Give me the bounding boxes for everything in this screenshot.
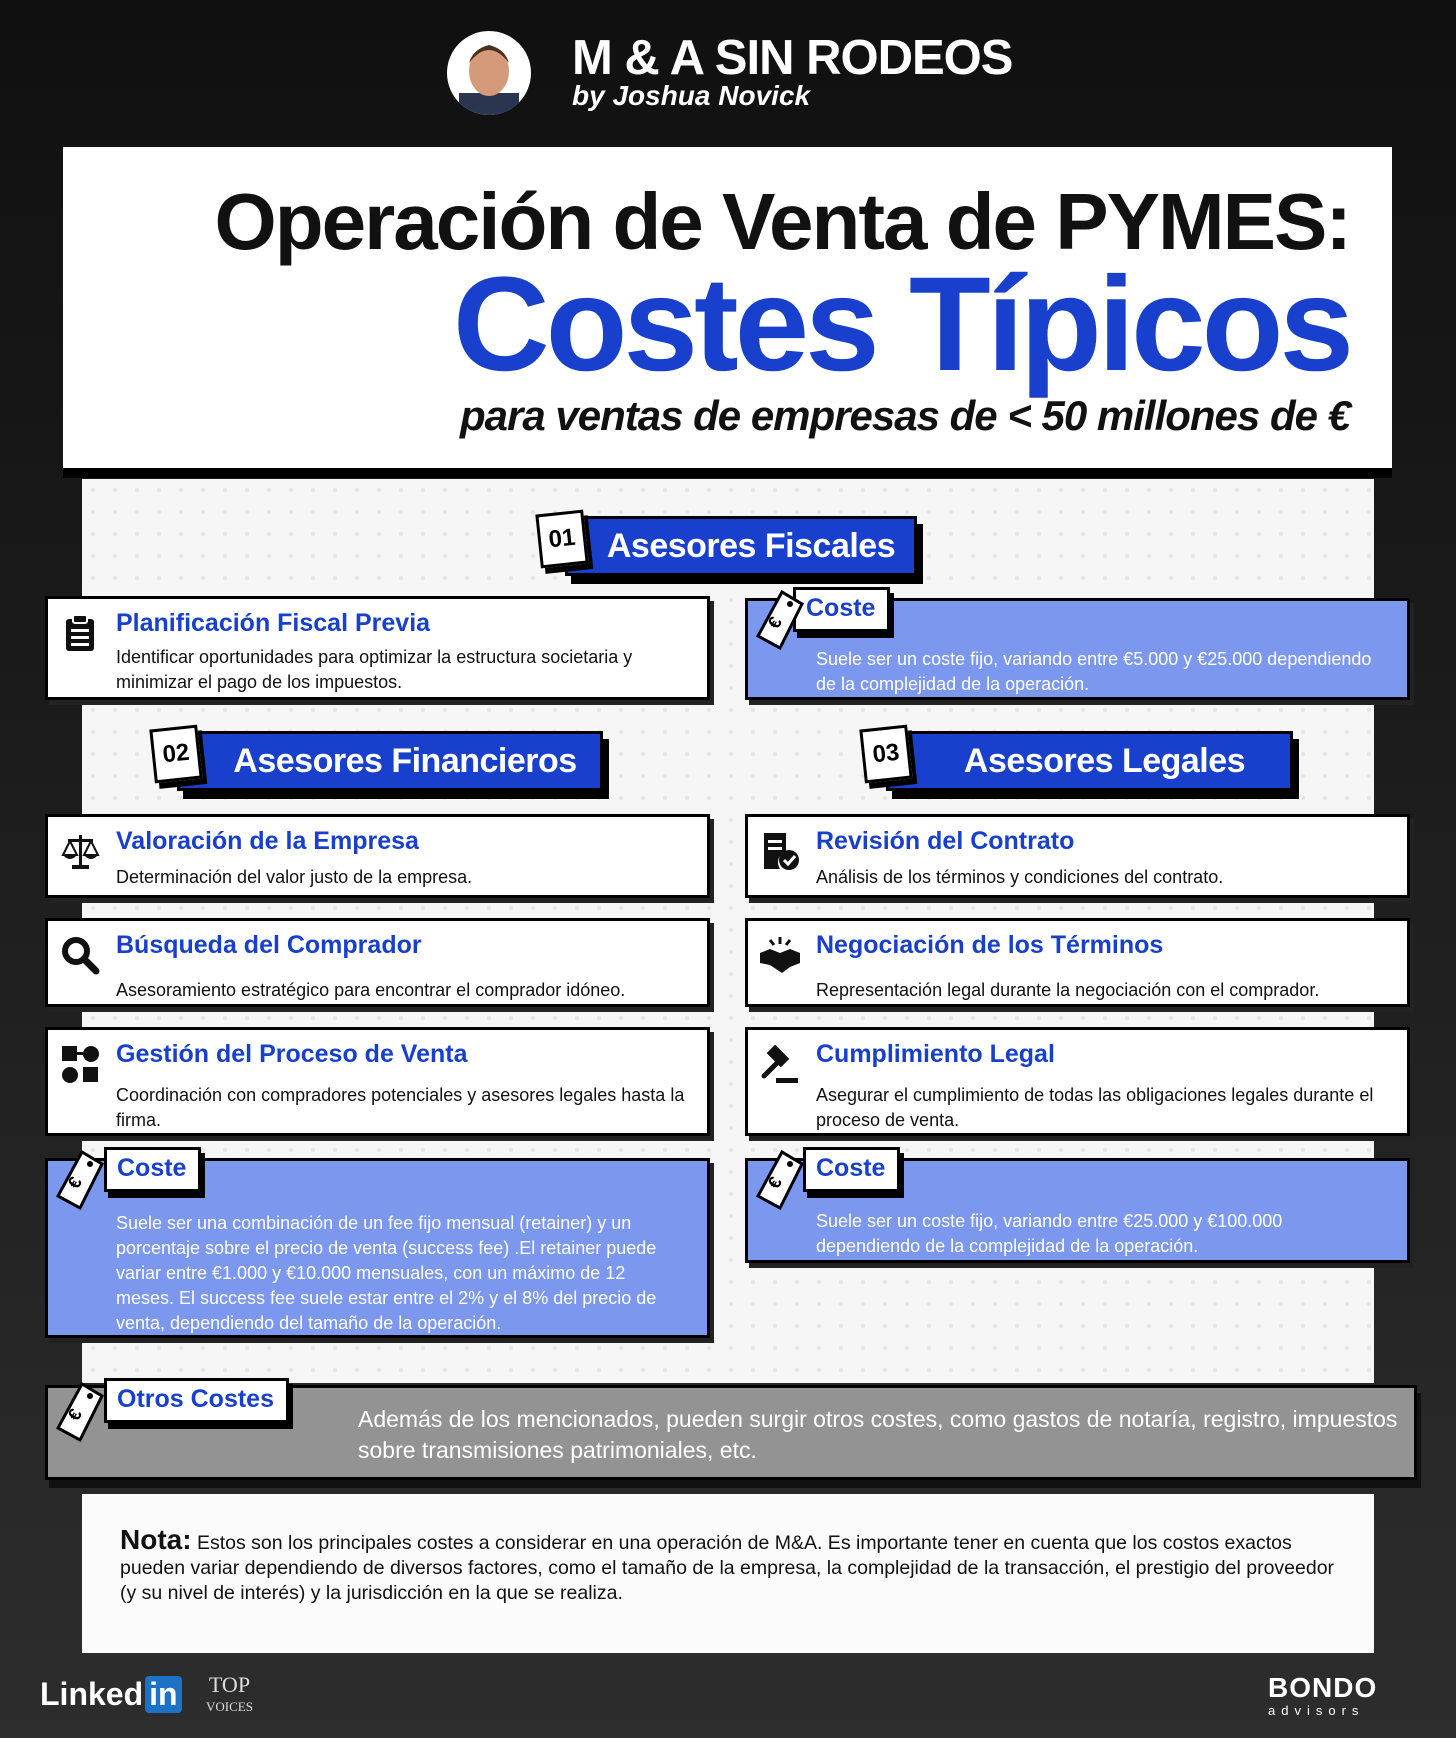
brand-byline: by Joshua Novick (572, 80, 811, 111)
note (120, 1524, 1340, 1606)
svg-text:€: € (763, 613, 786, 632)
section-number: 02 (149, 725, 202, 784)
section-header-legales (886, 731, 1293, 791)
card-title: Cumplimiento Legal (816, 1040, 1055, 1068)
shapes-icon (60, 1044, 100, 1084)
card-description: Determinación del valor justo de la empresa. (116, 867, 473, 887)
bondo-text: BONDO (1268, 1672, 1378, 1703)
card-busqueda-comprador (45, 918, 710, 1007)
section-label: Asesores Financieros (233, 741, 577, 780)
note-label: Nota: (120, 1524, 192, 1555)
card-description: Coordinación con compradores potenciales y asesores legales hasta la firma. (116, 1085, 685, 1130)
otros-tab: Otros Costes (104, 1378, 289, 1423)
handshake-icon (760, 935, 800, 975)
page-title: Operación de Venta de PYMES: (214, 177, 1350, 266)
card-description: Análisis de los términos y condiciones del contrato. (816, 867, 1224, 887)
card-description: Asesoramiento estratégico para encontrar el comprador idóneo. (116, 980, 626, 1000)
bondo-logo (1268, 1674, 1377, 1717)
svg-text:€: € (63, 1405, 86, 1424)
card-negociacion (745, 918, 1410, 1007)
card-planificacion-fiscal (45, 596, 710, 700)
card-description: Identificar oportunidades para optimizar la estructura societaria y minimizar el pago de los impuestos. (116, 647, 633, 692)
cost-tab: Coste (803, 1147, 900, 1192)
avatar (447, 31, 531, 115)
otros-description: Además de los mencionados, pueden surgir otros costes, como gastos de notaría, registro, impuestos sobre transmisiones patrimoniales, etc. (358, 1406, 1398, 1463)
price-tag-icon (752, 588, 806, 658)
document-check-icon (760, 831, 800, 871)
section-label: Asesores Legales (963, 741, 1246, 780)
cost-tab: Coste (104, 1147, 201, 1192)
section-number: 01 (535, 510, 588, 569)
advisors-text: advisors (1268, 1703, 1365, 1718)
search-icon (60, 935, 100, 975)
card-gestion-proceso (45, 1027, 710, 1136)
gavel-icon (760, 1044, 800, 1084)
price-tag-icon (752, 1148, 806, 1218)
svg-text:€: € (63, 1173, 86, 1192)
linkedin-text: Linked (40, 1676, 144, 1712)
card-title: Búsqueda del Comprador (116, 931, 422, 959)
linkedin-logo (40, 1676, 182, 1713)
page-title-highlight: Costes Típicos (452, 250, 1350, 399)
linkedin-in: in (145, 1676, 181, 1713)
price-tag-icon (52, 1380, 106, 1450)
clipboard-icon (60, 613, 100, 653)
card-title: Valoración de la Empresa (116, 827, 419, 855)
cost-description: Suele ser un coste fijo, variando entre €5.000 y €25.000 dependiendo de la complejidad de la operación. (816, 649, 1372, 694)
card-title: Gestión del Proceso de Venta (116, 1040, 468, 1068)
card-description: Asegurar el cumplimiento de todas las obligaciones legales durante el proceso de venta. (816, 1085, 1374, 1130)
section-label: Asesores Fiscales (606, 526, 896, 565)
card-description: Representación legal durante la negociación con el comprador. (816, 980, 1320, 1000)
svg-text:€: € (763, 1173, 786, 1192)
scales-icon (60, 831, 100, 871)
top-text: TOP (208, 1672, 251, 1697)
cost-description: Suele ser una combinación de un fee fijo mensual (retainer) y un porcentaje sobre el precio de venta (success fee) .El retainer puede variar entre €1.000 y €10.000 mensuales, con un máximo de 12 meses. El success fee suele estar entre el 2% y el 8% del precio de venta, dependiendo del tamaño de la operación. (116, 1213, 657, 1333)
voices-text: VOICES (206, 1699, 253, 1714)
card-title: Negociación de los Términos (816, 931, 1164, 959)
card-valoracion (45, 814, 710, 898)
card-revision-contrato (745, 814, 1410, 898)
top-voices-badge (206, 1674, 253, 1713)
note-text: Estos son los principales costes a considerar en una operación de M&A. Es importante tener en cuenta que los costos exactos pueden variar dependiendo de diversos factores, como el tamaño de la empresa, la complejidad de la transacción, el prestigio del proveedor (y su nivel de interés) y la jurisdicción en la que se realiza. (120, 1532, 1335, 1604)
section-header-fiscales (565, 516, 917, 576)
section-header-financieros (177, 731, 603, 791)
cost-tab: Coste (793, 587, 890, 632)
card-title: Revisión del Contrato (816, 827, 1075, 855)
cost-description: Suele ser un coste fijo, variando entre €25.000 y €100.000 dependiendo de la complejidad de la operación. (816, 1211, 1283, 1256)
card-title: Planificación Fiscal Previa (116, 609, 431, 637)
price-tag-icon (52, 1148, 106, 1218)
page-subtitle: para ventas de empresas de < 50 millones de € (460, 392, 1350, 439)
section-number: 03 (859, 725, 912, 784)
brand-title: M & A SIN RODEOS (572, 31, 1013, 85)
card-cumplimiento-legal (745, 1027, 1410, 1136)
